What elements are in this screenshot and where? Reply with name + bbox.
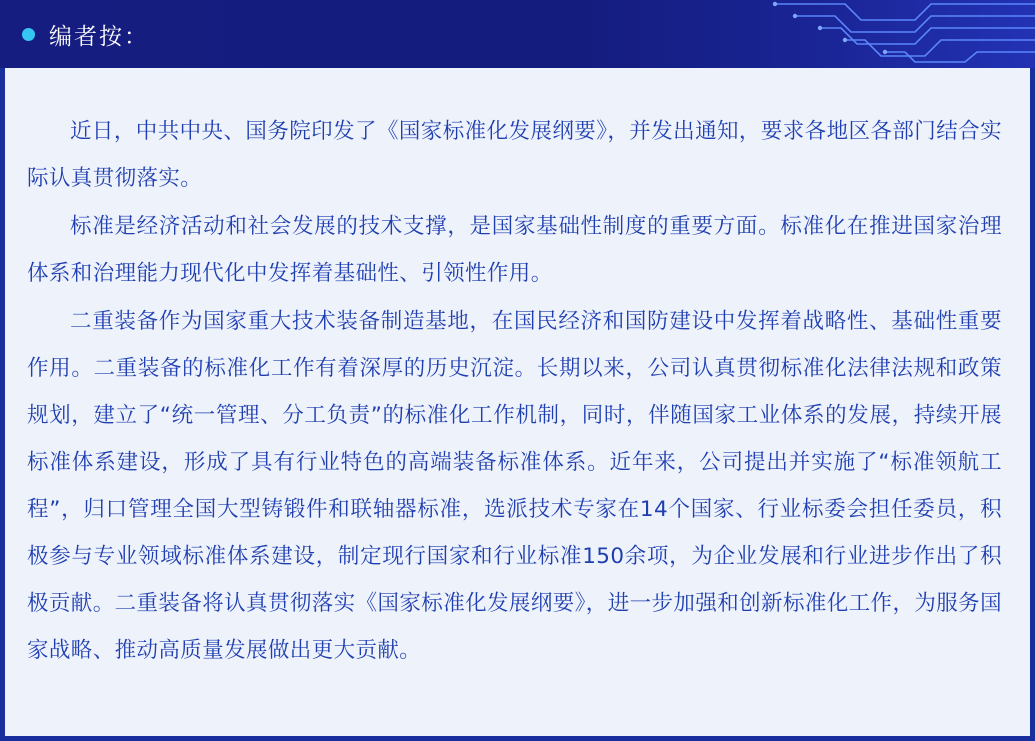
paragraph: 标准是经济活动和社会发展的技术支撑，是国家基础性制度的重要方面。标准化在推进国家治理体系和治理能力现代化中发挥着基础性、引领性作用。 <box>27 214 1002 286</box>
paragraph: 二重装备作为国家重大技术装备制造基地，在国民经济和国防建设中发挥着战略性、基础性重要作用。二重装备的标准化工作有着深厚的历史沉淀。长期以来，公司认真贯彻标准化法律法规和政策规划，建立了“统一管理、分工负责”的标准化工作机制，同时，伴随国家工业体系的发展，持续开展标准体系建设，形成了具有行业特色的高端装备标准体系。近年来，公司提出并实施了“标准领航工程”，归口管理全国大型铸锻件和联轴器标准，选派技术专家在14个国家、行业标委会担任委员，积极参与专业领域标准体系建设，制定现行国家和行业标准150余项，为企业发展和行业进步作出了积极贡献。二重装备将认真贯彻落实《国家标准化发展纲要》，进一步加强和创新标准化工作，为服务国家战略、推动高质量发展做出更大贡献。 <box>27 309 1002 663</box>
paragraph: 近日，中共中央、国务院印发了《国家标准化发展纲要》，并发出通知，要求各地区各部门结合实际认真贯彻落实。 <box>27 119 1002 191</box>
page-title: 编者按： <box>49 23 149 50</box>
header-inner <box>0 0 1035 68</box>
editor-note-header <box>0 0 1035 68</box>
dot-icon <box>22 28 35 41</box>
article-body <box>5 68 1030 736</box>
